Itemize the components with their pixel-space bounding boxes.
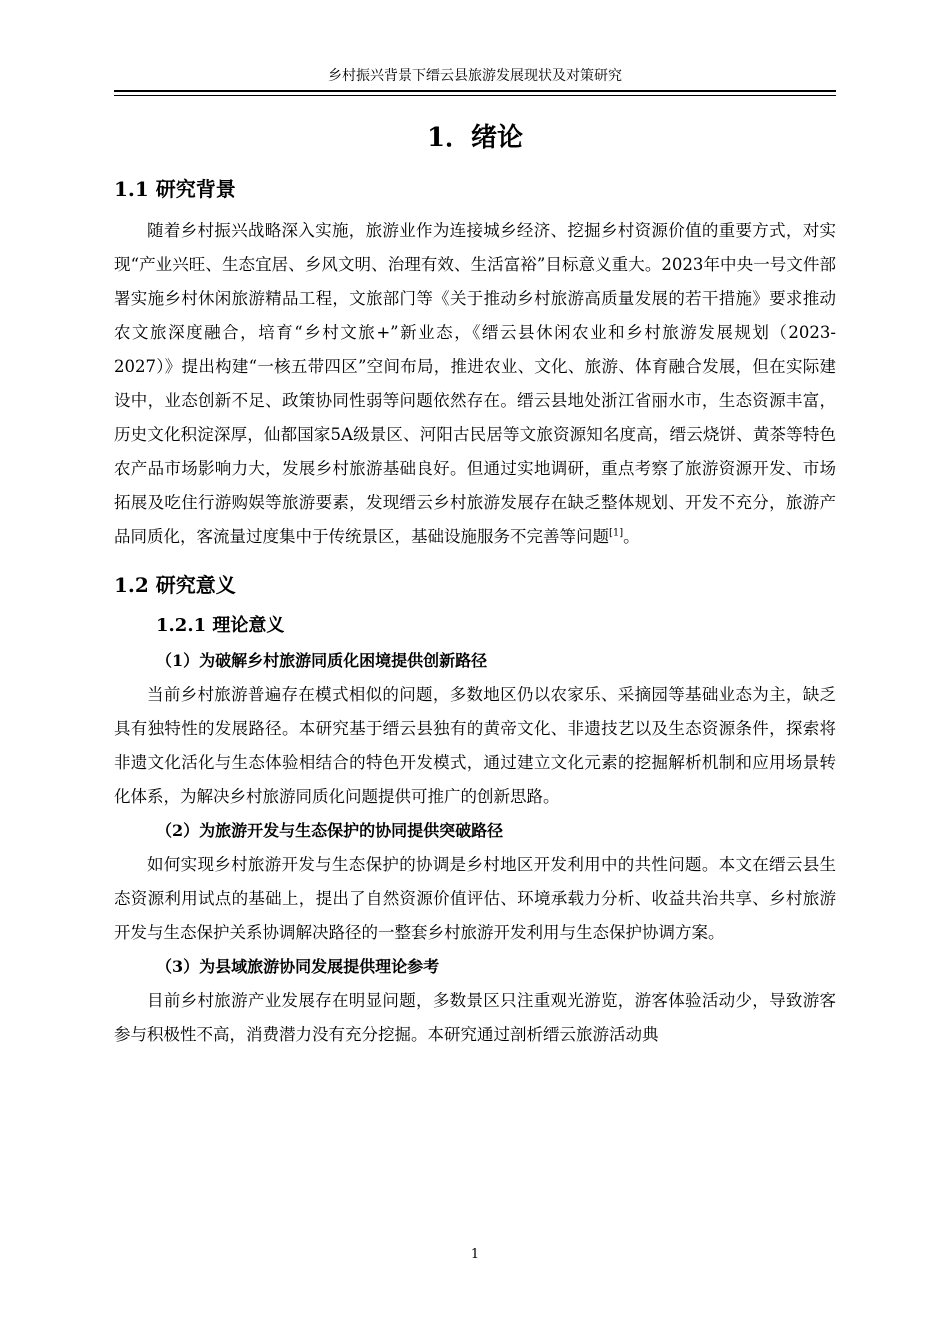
item-paragraph-2: 如何实现乡村旅游开发与生态保护的协调是乡村地区开发利用中的共性问题。本文在缙云县生态资源利用试点的基础上，提出了自然资源价值评估、环境承载力分析、收益共治共享、乡村旅游开发与生态保护关系协调解决路径的一整套乡村旅游开发利用与生态保护协调方案。 <box>114 855 836 942</box>
header-rule-thick <box>114 90 836 92</box>
running-header: 乡村振兴背景下缙云县旅游发展现状及对策研究 <box>328 68 622 84</box>
item-heading-3: （3）为县域旅游协同发展提供理论参考 <box>156 957 440 976</box>
section-heading-significance: 1.2 研究意义 <box>114 573 236 597</box>
item-paragraph-1: 当前乡村旅游普遍存在模式相似的问题，多数地区仍以农家乐、采摘园等基础业态为主，缺乏具有独特性的发展路径。本研究基于缙云县独有的黄帝文化、非遗技艺以及生态资源条件，探索将非遗文化活化与生态体验相结合的特色开发模式，通过建立文化元素的挖掘解析机制和应用场景转化体系，为解决乡村旅游同质化问题提供可推广的创新思路。 <box>114 685 836 806</box>
background-paragraph <box>114 214 836 554</box>
background-text: 随着乡村振兴战略深入实施，旅游业作为连接城乡经济、挖掘乡村资源价值的重要方式，对实现“产业兴旺、生态宜居、乡风文明、治理有效、生活富裕”目标意义重大。2023年中央一号文件部署实施乡村休闲旅游精品工程，文旅部门等《关于推动乡村旅游高质量发展的若干措施》要求推动农文旅深度融合，培育“乡村文旅+”新业态，《缙云县休闲农业和乡村旅游发展规划（2023-2027）》提出构建“一核五带四区”空间布局，推进农业、文化、旅游、体育融合发展，但在实际建设中，业态创新不足、政策协同性弱等问题依然存在。缙云县地处浙江省丽水市，生态资源丰富，历史文化积淀深厚，仙都国家5A级景区、河阳古民居等文旅资源知名度高，缙云烧饼、黄茶等特色农产品市场影响力大，发展乡村旅游基础良好。但通过实地调研，重点考察了旅游资源开发、市场拓展及吃住行游购娱等旅游要素，发现缙云乡村旅游发展存在缺乏整体规划、开发不充分，旅游产品同质化，客流量过度集中于传统景区，基础设施服务不完善等问题 <box>114 221 836 546</box>
header-rule-thin <box>114 95 836 96</box>
item-paragraph-3: 目前乡村旅游产业发展存在明显问题，多数景区只注重观光游览，游客体验活动少，导致游客参与积极性不高，消费潜力没有充分挖掘。本研究通过剖析缙云旅游活动典 <box>114 991 836 1044</box>
page-number: 1 <box>470 1247 480 1262</box>
subsection-heading-theory: 1.2.1 理论意义 <box>156 615 285 636</box>
section-heading-background: 1.1 研究背景 <box>114 177 236 201</box>
page-body <box>114 108 836 1052</box>
background-text-end: 。 <box>623 527 640 546</box>
item-heading-2: （2）为旅游开发与生态保护的协同提供突破路径 <box>156 821 504 840</box>
chapter-title: 1．绪论 <box>426 123 524 153</box>
citation-ref: [1] <box>609 527 624 539</box>
item-heading-1: （1）为破解乡村旅游同质化困境提供创新路径 <box>156 651 488 670</box>
